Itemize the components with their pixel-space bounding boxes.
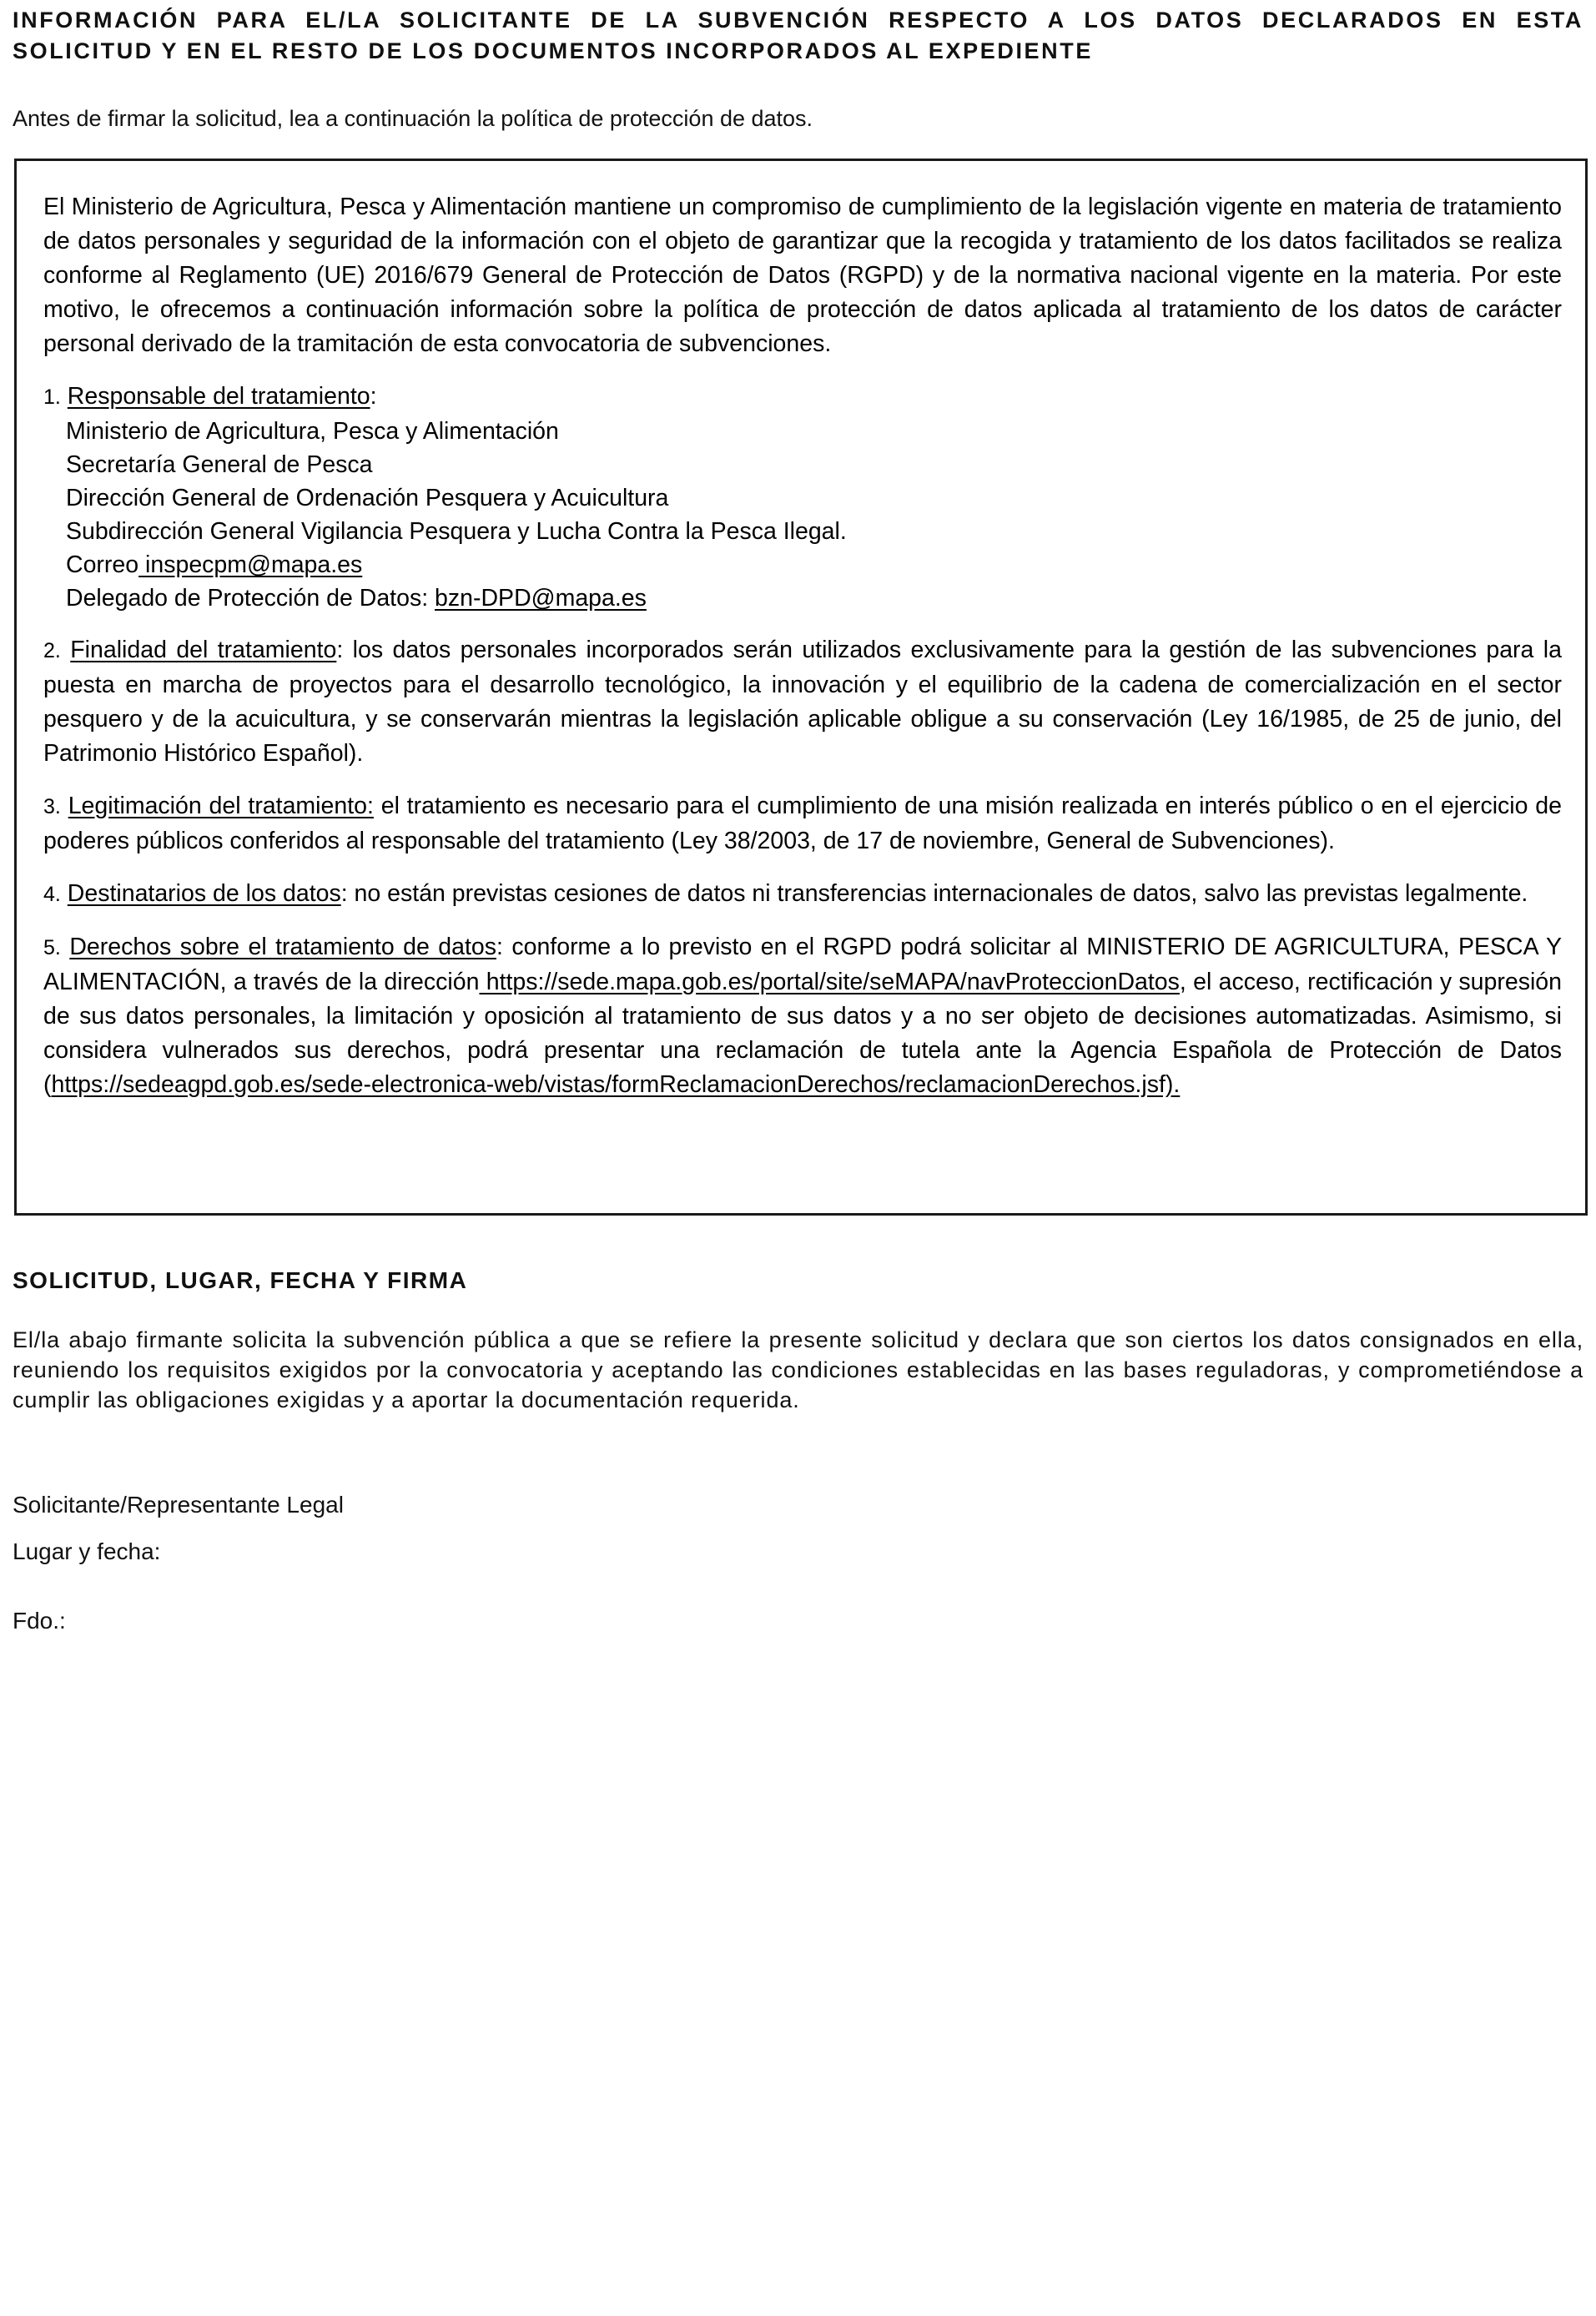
page-title: INFORMACIÓN PARA EL/LA SOLICITANTE DE LA SUBVENCIÓN RESPECTO A LOS DATOS DECLARADOS EN ESTA SOLICITUD Y EN EL RESTO DE LOS DOCUMENTOS INCORPORADOS AL EXPEDIENTE [13, 8, 1583, 63]
section-number: 2. [43, 639, 61, 662]
responsable-line: Secretaría General de Pesca [66, 451, 373, 478]
signed-label: Fdo.: [13, 1608, 66, 1634]
email-line: Correo inspecpm@mapa.es [66, 551, 363, 578]
section-responsable: 1. Responsable del tratamiento: Ministerio de Agricultura, Pesca y Alimentación Secretaría General de Pesca Dirección General de Ordenación Pesquera y Acuicultura Subdirección General Vigilancia Pesquera y Lucha Contra la Pesca Ilegal. Correo inspecpm@mapa.es Delegado de Protección de Datos: bzn-DPD@mapa.es [43, 380, 1562, 615]
section-title: Finalidad del tratamiento [70, 637, 337, 663]
section-title: Legitimación del tratamiento: [68, 793, 374, 819]
section-number: 1. [43, 385, 61, 409]
applicant-role-label: Solicitante/Representante Legal [13, 1492, 344, 1518]
section-number: 5. [43, 936, 61, 959]
place-date-label: Lugar y fecha: [13, 1538, 161, 1564]
section-derechos: 5. Derechos sobre el tratamiento de datos: conforme a lo previsto en el RGPD podrá solicitar al MINISTERIO DE AGRICULTURA, PESCA Y ALIMENTACIÓN, a través de la dirección https://sede.mapa.gob.es/portal/site/seMAPA/navProteccionDatos, el acceso, rectificación y supresión de sus datos personales, la limitación y oposición al tratamiento de sus datos y a no ser objeto de decisiones automatizadas. Asimismo, si considera vulnerados sus derechos, podrá presentar una reclamación de tutela ante la Agencia Española de Protección de Datos (https://sedeagpd.gob.es/sede-electronica-web/vistas/formReclamacionDerechos/reclamacionDerechos.jsf). [43, 934, 1562, 1098]
signature-section-title: SOLICITUD, LUGAR, FECHA Y FIRMA [13, 1267, 468, 1293]
dpd-line: Delegado de Protección de Datos: bzn-DPD@mapa.es [66, 585, 647, 612]
section-title: Derechos sobre el tratamiento de datos [69, 934, 496, 960]
agpd-link[interactable]: https://sedeagpd.gob.es/sede-electronica-web/vistas/formReclamacionDerechos/reclamacionDerechos.jsf). [51, 1071, 1181, 1098]
sede-mapa-link[interactable]: https://sede.mapa.gob.es/portal/site/seMAPA/navProteccionDatos [479, 969, 1180, 995]
policy-lead: El Ministerio de Agricultura, Pesca y Alimentación mantiene un compromiso de cumplimiento de la legislación vigente en materia de tratamiento de datos personales y seguridad de la información con el objeto de garantizar que la recogida y tratamiento de los datos facilitados se realiza conforme al Reglamento (UE) 2016/679 General de Protección de Datos (RGPD) y de la normativa nacional vigente en la materia. Por este motivo, le ofrecemos a continuación información sobre la política de protección de datos aplicada al tratamiento de los datos de carácter personal derivado de la tramitación de esta convocatoria de subvenciones. [43, 194, 1562, 357]
responsable-line: Subdirección General Vigilancia Pesquera y Lucha Contra la Pesca Ilegal. [66, 518, 847, 545]
responsable-line: Dirección General de Ordenación Pesquera y Acuicultura [66, 485, 669, 511]
intro-text: Antes de firmar la solicitud, lea a continuación la política de protección de datos. [13, 106, 813, 131]
responsable-line: Ministerio de Agricultura, Pesca y Alimentación [66, 418, 559, 445]
declaration-text: El/la abajo firmante solicita la subvención pública a que se refiere la presente solicitud y declara que son ciertos los datos consignados en ella, reuniendo los requisitos exigidos por la convocatoria y aceptando las condiciones establecidas en las bases reguladoras, y comprometiéndose a cumplir las obligaciones exigidas y a aportar la documentación requerida. [13, 1327, 1583, 1412]
data-protection-box [14, 159, 1588, 1216]
section-number: 3. [43, 795, 61, 818]
section-legitimacion: 3. Legitimación del tratamiento: el tratamiento es necesario para el cumplimiento de una misión realizada en interés público o en el ejercicio de poderes públicos conferidos al responsable del tratamiento (Ley 38/2003, de 17 de noviembre, General de Subvenciones). [43, 793, 1562, 854]
section-finalidad: 2. Finalidad del tratamiento: los datos personales incorporados serán utilizados exclusivamente para la gestión de las subvenciones para la puesta en marcha de proyectos para el desarrollo tecnológico, la innovación y el equilibrio de la cadena de comercialización en el sector pesquero y de la acuicultura, y se conservarán mientras la legislación aplicable obligue a su conservación (Ley 16/1985, de 25 de junio, del Patrimonio Histórico Español). [43, 637, 1562, 767]
section-title: Responsable del tratamiento [67, 383, 370, 410]
email-link[interactable]: inspecpm@mapa.es [138, 551, 363, 578]
section-title: Destinatarios de los datos [67, 880, 341, 907]
section-number: 4. [43, 883, 61, 906]
section-destinatarios: 4. Destinatarios de los datos: no están previstas cesiones de datos ni transferencias internacionales de datos, salvo las previstas legalmente. [43, 880, 1528, 907]
dpd-email-link[interactable]: bzn-DPD@mapa.es [435, 585, 647, 612]
